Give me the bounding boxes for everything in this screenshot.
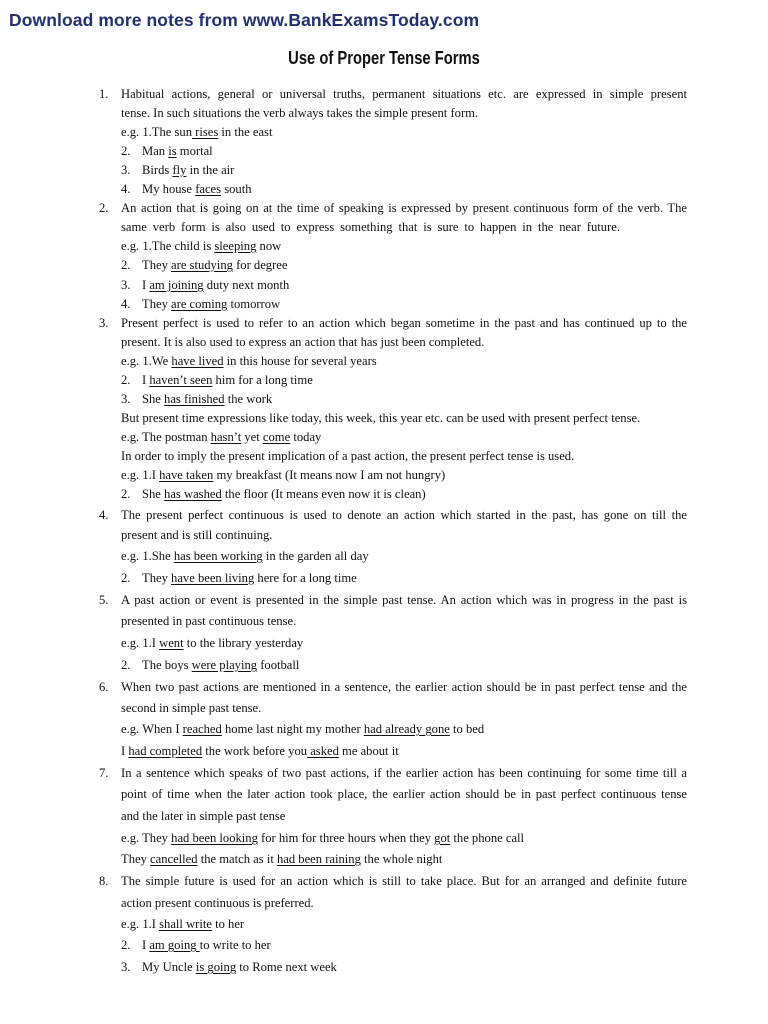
- underlined-verb: got: [434, 831, 451, 845]
- text-segment: him for a long time: [212, 373, 313, 387]
- text-line: [142, 181, 252, 197]
- text-line: [121, 238, 281, 254]
- text-line: [142, 959, 337, 975]
- sub-item-number: 2.: [121, 258, 131, 272]
- text-segment: I: [142, 938, 150, 952]
- text-segment: the floor (It means even now it is clean): [221, 487, 426, 501]
- text-line: [121, 200, 687, 216]
- text-segment: the whole night: [360, 852, 443, 866]
- text-line: [142, 657, 299, 673]
- text-segment: today: [290, 430, 322, 444]
- text-line: [142, 143, 213, 159]
- text-line: [121, 679, 687, 695]
- text-line: [121, 700, 261, 716]
- text-segment: presented in past continuous tense.: [121, 614, 297, 628]
- text-segment: In order to imply the present implication of a past action, the present perfect tense is used.: [121, 449, 575, 463]
- text-line: [121, 635, 303, 651]
- text-segment: But present time expressions like today, this week, this year etc. can be used with present perfect tense.: [121, 411, 641, 425]
- text-segment: I: [142, 278, 150, 292]
- sub-item-number: 2.: [121, 373, 131, 387]
- text-segment: tomorrow: [227, 297, 281, 311]
- sub-item-number: 3.: [121, 163, 131, 177]
- text-segment: A past action or event is presented in the simple past tense. An action which was in progress in the past is: [121, 593, 687, 607]
- text-line: [142, 372, 313, 388]
- underlined-verb: have been living: [171, 571, 255, 585]
- sub-item-number: 2.: [121, 571, 131, 585]
- text-segment: me about it: [338, 744, 399, 758]
- underlined-verb: shall write: [159, 917, 212, 931]
- text-line: [121, 808, 285, 824]
- text-segment: action present continuous is preferred.: [121, 896, 314, 910]
- text-segment: my breakfast (It means now I am not hungry): [213, 468, 446, 482]
- text-line: [142, 162, 234, 178]
- text-line: [121, 592, 687, 608]
- underlined-verb: have lived: [171, 354, 224, 368]
- underlined-verb: am going: [149, 938, 200, 952]
- text-segment: My house: [142, 182, 196, 196]
- underlined-verb: am joining: [149, 278, 204, 292]
- underlined-verb: has been working: [173, 549, 263, 563]
- page-title: Use of Proper Tense Forms: [288, 48, 480, 68]
- text-segment: second in simple past tense.: [121, 701, 262, 715]
- sub-item-number: 2.: [121, 938, 131, 952]
- list-item-number: 4.: [99, 508, 109, 522]
- text-line: [121, 353, 377, 369]
- text-line: [121, 105, 478, 121]
- text-segment: present and is still continuing.: [121, 528, 273, 542]
- text-line: [142, 257, 287, 273]
- sub-item-number: 3.: [121, 392, 131, 406]
- text-segment: south: [221, 182, 252, 196]
- text-line: [121, 429, 321, 445]
- text-line: [142, 296, 280, 312]
- text-segment: Habitual actions, general or universal truths, permanent situations etc. are expressed in simple present: [121, 87, 687, 101]
- text-segment: tense. In such situations the verb always takes the simple present form.: [121, 106, 479, 120]
- text-segment: They: [142, 258, 172, 272]
- text-line: [121, 743, 399, 759]
- underlined-verb: asked: [307, 744, 339, 758]
- text-segment: I: [121, 744, 129, 758]
- underlined-verb: sleeping: [214, 239, 257, 253]
- text-segment: They: [142, 297, 172, 311]
- underlined-verb: had already gone: [363, 722, 450, 736]
- underlined-verb: hasn’t: [210, 430, 242, 444]
- text-segment: duty next month: [203, 278, 290, 292]
- text-segment: Present perfect is used to refer to an action which began sometime in the past and has continued up to the: [121, 316, 687, 330]
- text-segment: e.g. 1.The child is: [121, 239, 215, 253]
- text-segment: They: [121, 852, 151, 866]
- text-line: [121, 895, 314, 911]
- text-segment: e.g. When I: [121, 722, 183, 736]
- text-segment: the phone call: [450, 831, 525, 845]
- list-item-number: 2.: [99, 201, 109, 215]
- text-line: [121, 86, 687, 102]
- text-segment: home last night my mother: [221, 722, 364, 736]
- underlined-verb: is: [168, 144, 177, 158]
- underlined-verb: has finished: [164, 392, 225, 406]
- text-segment: mortal: [176, 144, 213, 158]
- text-segment: An action that is going on at the time of speaking is expressed by present continuous form of the verb. The: [121, 201, 687, 215]
- underlined-verb: have taken: [159, 468, 214, 482]
- underlined-verb: haven’t seen: [149, 373, 213, 387]
- text-segment: and the later in simple past tense: [121, 809, 286, 823]
- text-line: [121, 507, 687, 523]
- text-segment: My Uncle: [142, 960, 196, 974]
- text-segment: Man: [142, 144, 169, 158]
- sub-item-number: 2.: [121, 144, 131, 158]
- text-line: [121, 527, 272, 543]
- underlined-verb: come: [262, 430, 291, 444]
- text-segment: e.g. The postman: [121, 430, 211, 444]
- text-line: [121, 613, 296, 629]
- sub-item-number: 2.: [121, 487, 131, 501]
- text-line: [142, 391, 272, 407]
- text-line: [142, 570, 357, 586]
- text-line: [142, 937, 271, 953]
- sub-item-number: 4.: [121, 297, 131, 311]
- text-line: [121, 448, 574, 464]
- text-line: [121, 548, 369, 564]
- text-segment: the work: [224, 392, 273, 406]
- text-segment: e.g. 1.I: [121, 636, 160, 650]
- text-segment: to write to her: [199, 938, 271, 952]
- list-item-number: 6.: [99, 680, 109, 694]
- text-segment: She: [142, 487, 165, 501]
- list-item-number: 7.: [99, 766, 109, 780]
- text-segment: When two past actions are mentioned in a sentence, the earlier action should be in past perfect tense and the: [121, 680, 687, 694]
- text-segment: to the library yesterday: [183, 636, 304, 650]
- text-segment: in this house for several years: [223, 354, 377, 368]
- underlined-verb: went: [159, 636, 184, 650]
- text-segment: in the air: [186, 163, 235, 177]
- text-segment: e.g. 1.I: [121, 468, 160, 482]
- text-segment: The boys: [142, 658, 192, 672]
- text-segment: to her: [211, 917, 245, 931]
- text-line: [121, 830, 524, 846]
- text-segment: point of time when the later action took place, the earlier action should be in past perfect continuous tense: [121, 787, 687, 801]
- text-segment: for him for three hours when they: [257, 831, 435, 845]
- text-line: [142, 277, 289, 293]
- text-segment: e.g. 1.I: [121, 917, 160, 931]
- text-segment: e.g. 1.We: [121, 354, 172, 368]
- text-segment: now: [256, 239, 282, 253]
- text-segment: in the east: [218, 125, 273, 139]
- underlined-verb: were playing: [191, 658, 258, 672]
- underlined-verb: are studying: [171, 258, 233, 272]
- text-line: [121, 916, 244, 932]
- underlined-verb: had completed: [128, 744, 203, 758]
- sub-item-number: 3.: [121, 278, 131, 292]
- sub-item-number: 4.: [121, 182, 131, 196]
- list-item-number: 5.: [99, 593, 109, 607]
- text-segment: e.g. 1.She: [121, 549, 174, 563]
- list-item-number: 3.: [99, 316, 109, 330]
- text-line: [121, 851, 442, 867]
- text-line: [121, 467, 445, 483]
- text-segment: yet: [241, 430, 263, 444]
- sub-item-number: 3.: [121, 960, 131, 974]
- text-line: [142, 486, 426, 502]
- text-segment: I: [142, 373, 150, 387]
- text-segment: here for a long time: [254, 571, 357, 585]
- text-line: [121, 334, 484, 350]
- underlined-verb: cancelled: [150, 852, 198, 866]
- text-segment: Birds: [142, 163, 173, 177]
- underlined-verb: rises: [192, 125, 219, 139]
- text-segment: present. It is also used to express an action that has just been completed.: [121, 335, 485, 349]
- text-line: [121, 315, 687, 331]
- list-item-number: 1.: [99, 87, 109, 101]
- text-segment: e.g. They: [121, 831, 172, 845]
- underlined-verb: are coming: [171, 297, 228, 311]
- text-segment: They: [142, 571, 172, 585]
- text-segment: the match as it: [197, 852, 277, 866]
- underlined-verb: had been raining: [276, 852, 361, 866]
- text-segment: the work before you: [202, 744, 308, 758]
- text-segment: in the garden all day: [262, 549, 369, 563]
- text-segment: In a sentence which speaks of two past actions, if the earlier action has been continuing for some time till a: [121, 766, 687, 780]
- underlined-verb: reached: [182, 722, 222, 736]
- text-line: [121, 721, 484, 737]
- text-segment: The present perfect continuous is used to denote an action which started in the past, has gone on till the: [121, 508, 687, 522]
- text-segment: e.g. 1.The sun: [121, 125, 192, 139]
- text-line: [121, 873, 687, 889]
- text-line: [121, 765, 687, 781]
- text-segment: to bed: [449, 722, 485, 736]
- text-segment: She: [142, 392, 165, 406]
- sub-item-number: 2.: [121, 658, 131, 672]
- text-segment: football: [257, 658, 300, 672]
- text-segment: same verb form is also used to express something that is sure to happen in the near future.: [121, 220, 620, 234]
- text-line: [121, 410, 640, 426]
- list-item-number: 8.: [99, 874, 109, 888]
- underlined-verb: fly: [172, 163, 187, 177]
- download-link-header[interactable]: Download more notes from www.BankExamsToday.com: [9, 10, 480, 30]
- text-line: [121, 124, 272, 140]
- text-line: [121, 219, 620, 235]
- underlined-verb: has washed: [164, 487, 222, 501]
- text-segment: for degree: [232, 258, 288, 272]
- text-line: [121, 786, 687, 802]
- text-segment: The simple future is used for an action which is still to take place. But for an arranged and definite future: [121, 874, 687, 888]
- underlined-verb: is going: [195, 960, 237, 974]
- text-segment: to Rome next week: [236, 960, 337, 974]
- underlined-verb: faces: [195, 182, 222, 196]
- underlined-verb: had been looking: [171, 831, 258, 845]
